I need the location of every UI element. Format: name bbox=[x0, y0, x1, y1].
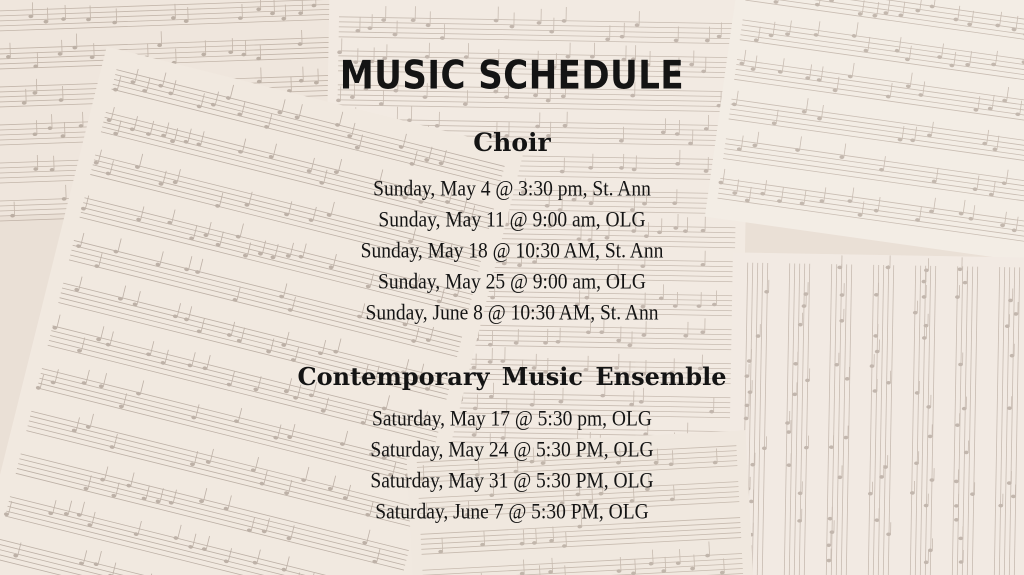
ensemble-heading: Contemporary Music Ensemble bbox=[297, 362, 727, 391]
choir-heading: Choir bbox=[473, 128, 551, 157]
ensemble-date-item: Saturday, May 24 @ 5:30 PM, OLG bbox=[370, 438, 654, 463]
page-title: MUSIC SCHEDULE bbox=[339, 53, 685, 99]
choir-date-item: Sunday, May 11 @ 9:00 am, OLG bbox=[378, 208, 646, 233]
ensemble-schedule-list bbox=[0, 404, 1024, 528]
choir-date-item: Sunday, June 8 @ 10:30 AM, St. Ann bbox=[365, 301, 659, 326]
choir-schedule-list bbox=[0, 174, 1024, 329]
ensemble-date-item: Saturday, June 7 @ 5:30 PM, OLG bbox=[375, 500, 649, 525]
choir-date-item: Sunday, May 25 @ 9:00 am, OLG bbox=[377, 270, 646, 295]
ensemble-date-item: Saturday, May 17 @ 5:30 pm, OLG bbox=[372, 407, 652, 432]
ensemble-date-item: Saturday, May 31 @ 5:30 PM, OLG bbox=[370, 469, 654, 494]
choir-date-item: Sunday, May 4 @ 3:30 pm, St. Ann bbox=[373, 177, 651, 202]
choir-date-item: Sunday, May 18 @ 10:30 AM, St. Ann bbox=[360, 239, 664, 264]
